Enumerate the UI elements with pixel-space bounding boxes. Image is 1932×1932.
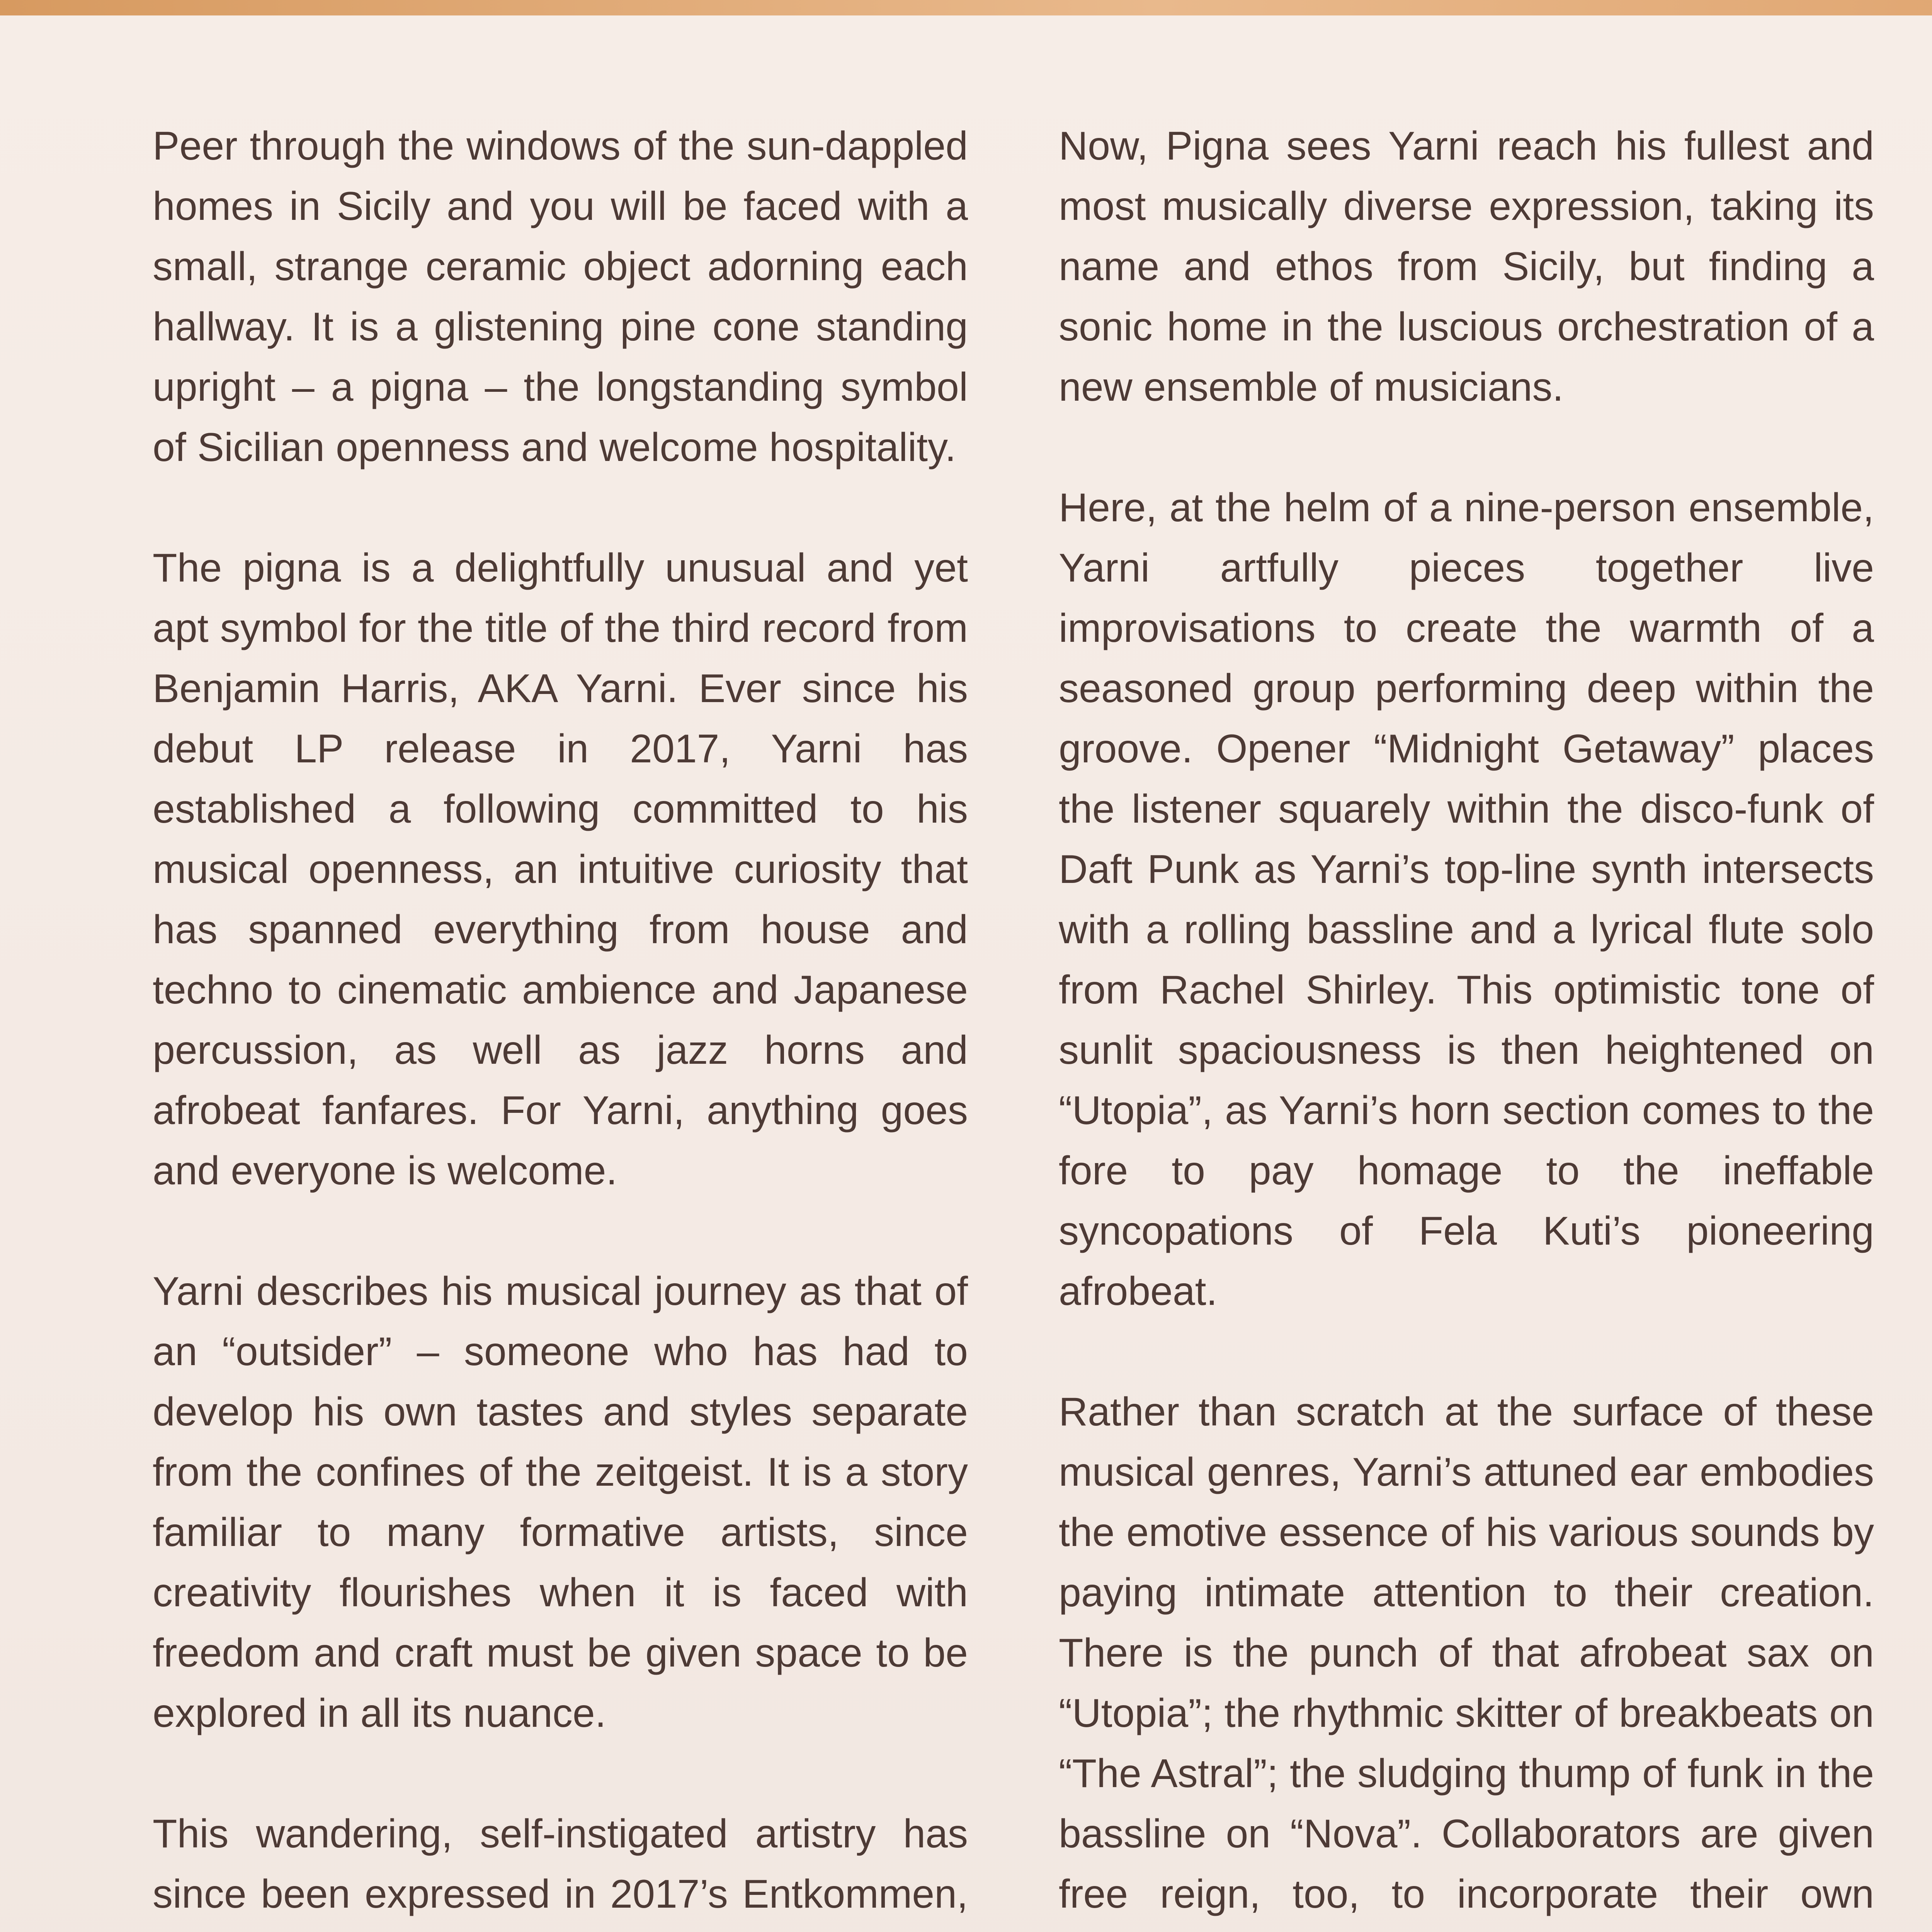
liner-paragraph: Peer through the windows of the sun-dappled homes in Sicily and you will be faced with a small, strange ceramic object adorning each hallway. It is a glistening pine cone standing upright – a pigna – the longstanding symbol of Sicilian openness and welcome hospitality. [153,124,968,470]
liner-paragraph: Yarni describes his musical journey as that of an “outsider” – someone who has had to develop his own tastes and styles separate from the confines of the zeitgeist. It is a story familiar to many formative artists, since creativity flourishes when it is faced with freedom and craft must be given space to be explored in all its nuance. [153,1269,968,1736]
sleeve-top-edge [0,0,1932,15]
liner-paragraph: The pigna is a delightfully unusual and yet apt symbol for the title of the third record from Benjamin Harris, AKA Yarni. Ever since his debut LP release in 2017, Yarni has established a following committed to his musical openness, an intuitive curiosity that has spanned everything from house and techno to cinematic ambience and Japanese percussion, as well as jazz horns and afrobeat fanfares. For Yarni, anything goes and everyone is welcome. [153,546,968,1193]
liner-paragraph: Now, Pigna sees Yarni reach his fullest and most musically diverse expression, taking its name and ethos from Sicily, but finding a sonic home in the luscious orchestration of a new ensemble of musicians. [1059,124,1874,410]
liner-paragraph: Rather than scratch at the surface of these musical genres, Yarni’s attuned ear embodies the emotive essence of his various sounds by paying intimate attention to their creation. There is the punch of that afrobeat sax on “Utopia”; the rhythmic skitter of breakbeats on “The Astral”; the sludging thump of funk in the bassline on “Nova”. Collaborators are given free reign, too, to incorporate their own [1059,1389,1874,1917]
liner-paragraph: Here, at the helm of a nine-person ensemble, Yarni artfully pieces together live improvisations to create the warmth of a seasoned group performing deep within the groove. Opener “Midnight Getaway” places the listener squarely within the disco-funk of Daft Punk as Yarni’s top-line synth intersects with a rolling bassline and a lyrical flute solo from Rachel Shirley. This optimistic tone of sunlit spaciousness is then heightened on “Utopia”, as Yarni’s horn section comes to the fore to pay homage to the ineffable syncopations of Fela Kuti’s pioneering afrobeat. [1059,485,1874,1314]
liner-notes-left-column [153,116,968,1932]
liner-paragraph: This wandering, self-instigated artistry has since been expressed in 2017’s Entkommen, [153,1811,968,1917]
liner-notes-middle-column [1059,116,1874,1932]
